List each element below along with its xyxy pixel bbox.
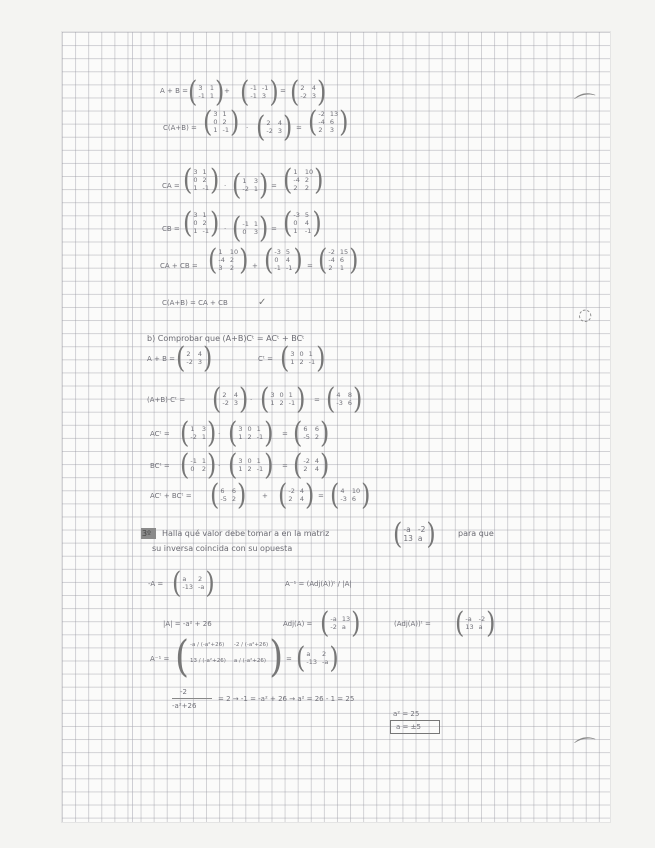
matrix: ( 1 10 -4 2 3 2 )	[208, 243, 249, 277]
matrix: ( 3 0 1 1 2 -1 )	[280, 341, 326, 375]
matrix: ( -1 -1 -1 3 )	[240, 75, 279, 109]
check-mark: ✓	[258, 297, 267, 308]
notebook-page	[62, 32, 610, 822]
label-adj-t: (Adj(A))ᵗ =	[394, 620, 431, 628]
matrix: ( 6 6 -5 2 )	[293, 416, 330, 450]
matrix: ( 3 1 0 2 1 -1 )	[183, 206, 220, 240]
matrix: ( 3 0 1 1 2 -1 )	[228, 448, 274, 482]
matrix: ( -2 4 2 4 )	[293, 448, 330, 482]
matrix: ( 6 6 -5 2 )	[210, 478, 247, 512]
fraction-bar	[172, 698, 212, 699]
matrix: ( -2 13 -4 6 2 3 )	[308, 105, 349, 139]
matrix: ( 2 4 -2 3 )	[176, 341, 213, 375]
label-a-plus-b: A + B =	[147, 355, 175, 363]
matrix: ( -a -2 13 a )	[455, 606, 496, 640]
result: a = ±5	[396, 723, 421, 731]
matrix: ( -a 13 -2 a )	[320, 606, 361, 640]
label-sum: ACᵗ + BCᵗ =	[150, 492, 192, 500]
problem-statement-1: Halla qué valor debe tomar a en la matriz	[162, 529, 330, 538]
matrix: ( a 2 -13 -a )	[296, 641, 339, 675]
matrix: ( -a / (-a²+26) -2 / (-a²+26) 13 / (-a²+26) a / (-a²+26) )	[175, 632, 284, 682]
label-cb: CB =	[162, 225, 180, 233]
equals: =	[286, 655, 292, 663]
margin-line	[132, 32, 133, 822]
matrix: ( 4 8 -3 6 )	[326, 382, 363, 416]
inverse-formula: A⁻¹ = (Adj(A))ᵗ / |A|	[285, 580, 352, 588]
binder-hole-top: ⌒	[573, 91, 600, 120]
matrix: ( -1 1 0 3 )	[232, 211, 269, 245]
label-ca: CA =	[162, 182, 180, 190]
a-squared: a² = 25	[393, 710, 420, 718]
label-a-plus-b: A + B =	[160, 87, 188, 95]
matrix: ( 3 0 1 1 2 -1 )	[228, 416, 274, 450]
matrix: ( -3 5 0 4 -1 -1 )	[264, 243, 303, 277]
matrix: ( 4 10 -3 6 )	[330, 478, 371, 512]
label-adj: Adj(A) =	[283, 620, 313, 628]
fraction-denominator: -a²+26	[172, 702, 197, 710]
label-neg-a: -A =	[148, 580, 164, 588]
matrix: ( 1 10 -4 2 2 2 )	[283, 163, 324, 197]
matrix: ( 3 1 0 2 1 -1 )	[203, 105, 240, 139]
matrix: ( 3 0 1 1 2 -1 )	[260, 382, 306, 416]
conclusion: C(A+B) = CA + CB	[162, 299, 228, 307]
fraction-numerator: -2	[180, 688, 187, 696]
binder-hole-bottom: ⌒	[573, 735, 600, 764]
matrix: ( -1 1 0 2 )	[180, 448, 217, 482]
matrix: ( a 2 -13 -a )	[172, 566, 215, 600]
matrix: ( 3 1 -1 1 )	[188, 75, 225, 109]
equation-chain: = 2 → -1 = -a² + 26 → a² = 26 - 1 = 25	[218, 695, 355, 703]
problem-statement-2: su inversa coincida con su opuesta	[152, 544, 293, 553]
label-c-a-plus-b: C(A+B) =	[163, 124, 197, 132]
matrix: ( 3 1 0 2 1 -1 )	[183, 163, 220, 197]
binder-hole-middle: ◌	[576, 303, 594, 326]
matrix: ( 1 3 -2 1 )	[232, 168, 269, 202]
matrix: ( 1 3 -2 1 )	[180, 416, 217, 450]
determinant: |A| = -a² + 26	[163, 620, 212, 628]
matrix: ( -2 4 2 4 )	[278, 478, 315, 512]
matrix: ( 2 4 -2 3 )	[256, 110, 293, 144]
label-bct: BCᵗ =	[150, 462, 170, 470]
part-b-heading: b) Comprobar que (A+B)Cᵗ = ACᵗ + BCᵗ	[147, 334, 305, 343]
label-ct: Cᵗ =	[258, 355, 274, 363]
label-act: ACᵗ =	[150, 430, 170, 438]
label-a-inv: A⁻¹ =	[150, 655, 170, 663]
problem-matrix: ( -a -2 13 a )	[393, 517, 436, 551]
label-ca-plus-cb: CA + CB =	[160, 262, 198, 270]
label-ab-ct: (A+B)·Cᵗ =	[147, 396, 186, 404]
problem-number: 3º	[142, 529, 151, 538]
matrix: ( -2 15 -4 6 2 1 )	[318, 243, 359, 277]
matrix: ( 2 4 -2 3 )	[212, 382, 249, 416]
matrix: ( 2 4 -2 3 )	[290, 75, 327, 109]
problem-statement-tail: para que	[458, 529, 494, 538]
matrix: ( -3 5 0 4 1 -1 )	[283, 206, 322, 240]
